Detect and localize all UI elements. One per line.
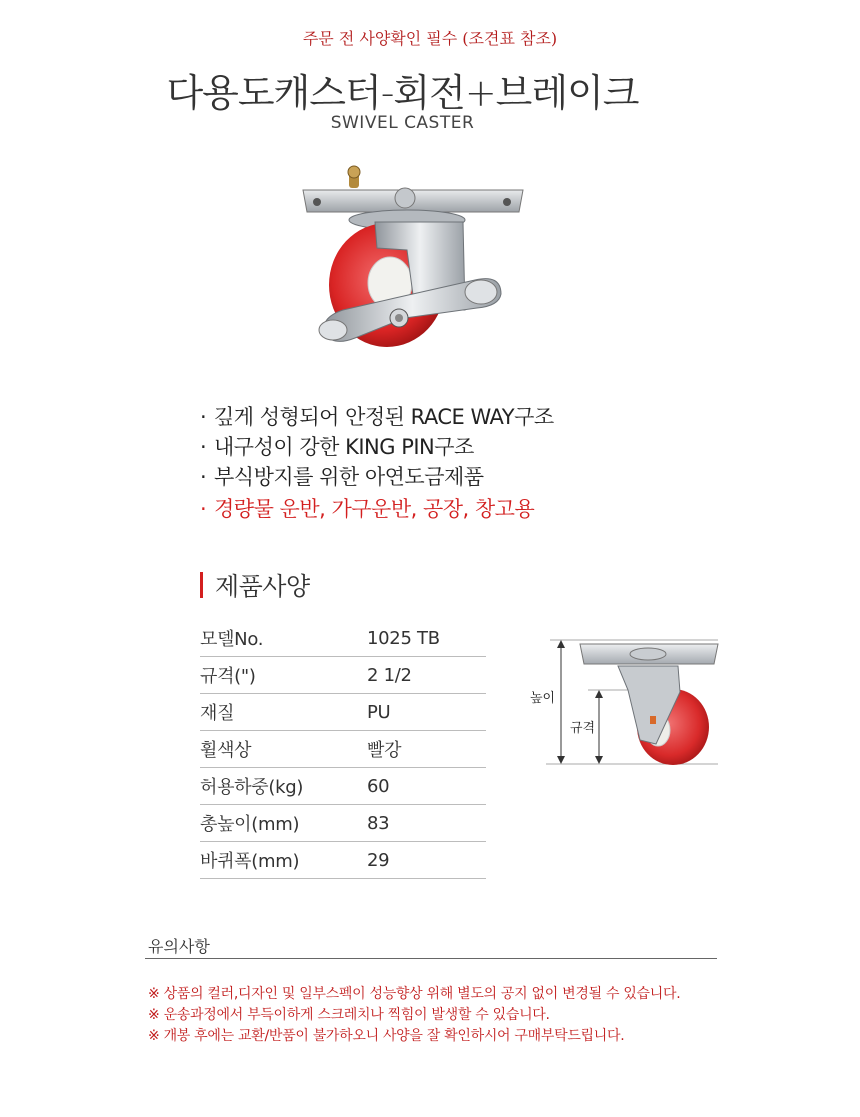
product-title: 다용도캐스터-회전+브레이크 — [166, 71, 639, 115]
order-notice: 주문 전 사양확인 필수 (조견표 참조) — [302, 29, 558, 48]
spec-label: 휠색상 — [200, 731, 367, 768]
notes-list — [148, 984, 680, 1047]
spec-table — [200, 620, 486, 879]
spec-label: 재질 — [200, 694, 367, 731]
height-dimension-label: 높이 — [530, 691, 556, 706]
table-row — [200, 768, 486, 805]
notes-divider — [145, 958, 717, 959]
spec-value: 29 — [367, 842, 486, 879]
dimension-diagram — [528, 632, 728, 772]
table-row — [200, 694, 486, 731]
notes-title: 유의사항 — [148, 937, 210, 956]
spec-value: 2 1/2 — [367, 657, 486, 694]
size-dimension-label: 규격 — [570, 721, 596, 736]
spec-label: 허용하중(kg) — [200, 768, 367, 805]
spec-value: PU — [367, 694, 486, 731]
table-row — [200, 657, 486, 694]
table-row — [200, 805, 486, 842]
spec-value: 빨강 — [367, 731, 486, 768]
note-item: ※ 운송과정에서 부득이하게 스크레치나 찍힘이 발생할 수 있습니다. — [148, 1007, 550, 1023]
spec-label: 총높이(mm) — [200, 805, 367, 842]
note-item: ※ 개봉 후에는 교환/반품이 불가하오니 사양을 잘 확인하시어 구매부탁드립니다. — [148, 1028, 625, 1044]
table-row — [200, 620, 486, 657]
spec-label: 모델No. — [200, 620, 367, 657]
feature-list — [200, 402, 554, 524]
feature-item-usage: · 경량물 운반, 가구운반, 공장, 창고용 — [200, 497, 535, 521]
spec-value: 1025 TB — [367, 620, 486, 657]
note-item: ※ 상품의 컬러,디자인 및 일부스펙이 성능향상 위해 별도의 공지 없이 변경될 수 있습니다. — [148, 986, 681, 1002]
caster-product-image — [295, 160, 535, 360]
feature-item: · 부식방지를 위한 아연도금제품 — [200, 465, 484, 489]
section-accent-bar — [200, 572, 203, 598]
feature-item: · 내구성이 강한 KING PIN구조 — [200, 435, 474, 459]
table-row — [200, 842, 486, 879]
spec-label: 규격(") — [200, 657, 367, 694]
feature-item: · 깊게 성형되어 안정된 RACE WAY구조 — [200, 405, 554, 429]
spec-section-title: 제품사양 — [215, 572, 310, 601]
product-subtitle: SWIVEL CASTER — [330, 113, 475, 133]
spec-label: 바퀴폭(mm) — [200, 842, 367, 879]
table-row — [200, 731, 486, 768]
spec-section-header — [200, 568, 310, 602]
spec-value: 60 — [367, 768, 486, 805]
spec-value: 83 — [367, 805, 486, 842]
